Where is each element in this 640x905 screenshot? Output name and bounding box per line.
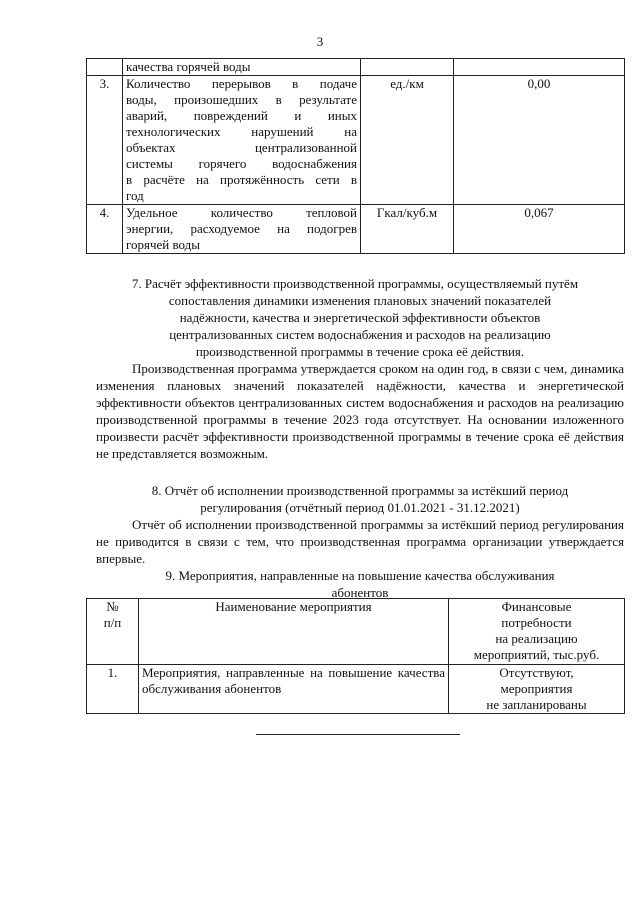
section-8-title <box>96 482 624 516</box>
table-row <box>87 59 625 76</box>
section-7-title <box>96 275 624 360</box>
finance-line: Отсутствуют, <box>499 665 574 680</box>
description-line: Количество перерывов в подаче <box>126 76 357 91</box>
table-header-row <box>87 599 625 665</box>
header-finance-cell <box>449 599 625 665</box>
title-line: сопоставления динамики изменения плановых значений показателей <box>168 293 552 308</box>
section-9-title <box>96 567 624 601</box>
description-line: горячей воды <box>126 237 201 252</box>
header-line: № <box>106 599 119 614</box>
indicator-description <box>123 205 361 254</box>
header-line: Финансовые <box>501 599 572 614</box>
row-number: 4. <box>87 205 123 254</box>
title-line: регулирования (отчётный период 01.01.2021 - 31.12.2021) <box>200 500 520 515</box>
value-cell: 0,067 <box>454 205 625 254</box>
indicator-description <box>123 76 361 205</box>
title-line: надёжности, качества и энергетической эффективности объектов <box>179 310 541 325</box>
description-line: аварий, повреждений и иных <box>126 108 357 123</box>
unit-cell: Гкал/куб.м <box>361 205 454 254</box>
header-num-cell <box>87 599 139 665</box>
row-number <box>87 59 123 76</box>
indicator-description <box>123 59 361 76</box>
header-line: на реализацию <box>495 631 578 646</box>
title-line: централизованных систем водоснабжения и расходов на реализацию <box>169 327 551 342</box>
table-row <box>87 205 625 254</box>
indicators-table <box>86 58 625 254</box>
header-name-cell: Наименование мероприятия <box>139 599 449 665</box>
description-line: энергии, расходуемое на подогрев <box>126 221 357 236</box>
header-line: п/п <box>103 615 122 630</box>
measure-name: Мероприятия, направленные на повышение качества обслуживания абонентов <box>139 665 449 714</box>
title-line: 7. Расчёт эффективности производственной программы, осуществляемый путём <box>131 276 579 291</box>
description-line: качества горячей воды <box>126 59 251 74</box>
title-line: 8. Отчёт об исполнении производственной программы за истёкший период <box>151 483 569 498</box>
finance-line: не запланированы <box>486 697 587 712</box>
description-line: технологических нарушений на <box>126 124 357 139</box>
description-line: год <box>126 188 144 203</box>
finance-cell <box>449 665 625 714</box>
row-number: 3. <box>87 76 123 205</box>
page-number: 3 <box>316 34 324 49</box>
description-line: воды, произошедших в результате <box>126 92 357 107</box>
description-line: системы горячего водоснабжения <box>126 156 357 171</box>
value-cell <box>454 59 625 76</box>
description-line: объектах централизованной <box>126 140 357 155</box>
description-line: в расчёте на протяжённость сети в <box>126 172 357 187</box>
header-line: мероприятий, тыс.руб. <box>473 647 600 662</box>
title-line: производственной программы в течение срока её действия. <box>195 344 525 359</box>
unit-cell <box>361 59 454 76</box>
section-8-paragraph: Отчёт об исполнении производственной программы за истёкший период регулирования не приводится в связи с тем, что производственная программа организации утверждается впервые. <box>96 517 624 566</box>
value-cell: 0,00 <box>454 76 625 205</box>
description-line: Удельное количество тепловой <box>126 205 357 220</box>
header-line: потребности <box>501 615 572 630</box>
title-line: абонентов <box>331 585 389 600</box>
row-number: 1. <box>87 665 139 714</box>
finance-line: мероприятия <box>500 681 573 696</box>
table-row <box>87 665 625 714</box>
unit-cell: ед./км <box>361 76 454 205</box>
title-line: 9. Мероприятия, направленные на повышение качества обслуживания <box>165 568 555 583</box>
closing-rule <box>256 734 460 735</box>
table-row <box>87 76 625 205</box>
measures-table <box>86 598 625 714</box>
section-7-paragraph: Производственная программа утверждается сроком на один год, в связи с чем, динамика изменения плановых значений показателей надёжности, качества и энергетической эффективности объектов централизованных систем водоснабжения и расходов на реализацию производственной программы в течение 2023 года отсутствует. На основании изложенного произвести расчёт эффективности производственной программы в течение срока её действия не представляется возможным. <box>96 361 624 461</box>
